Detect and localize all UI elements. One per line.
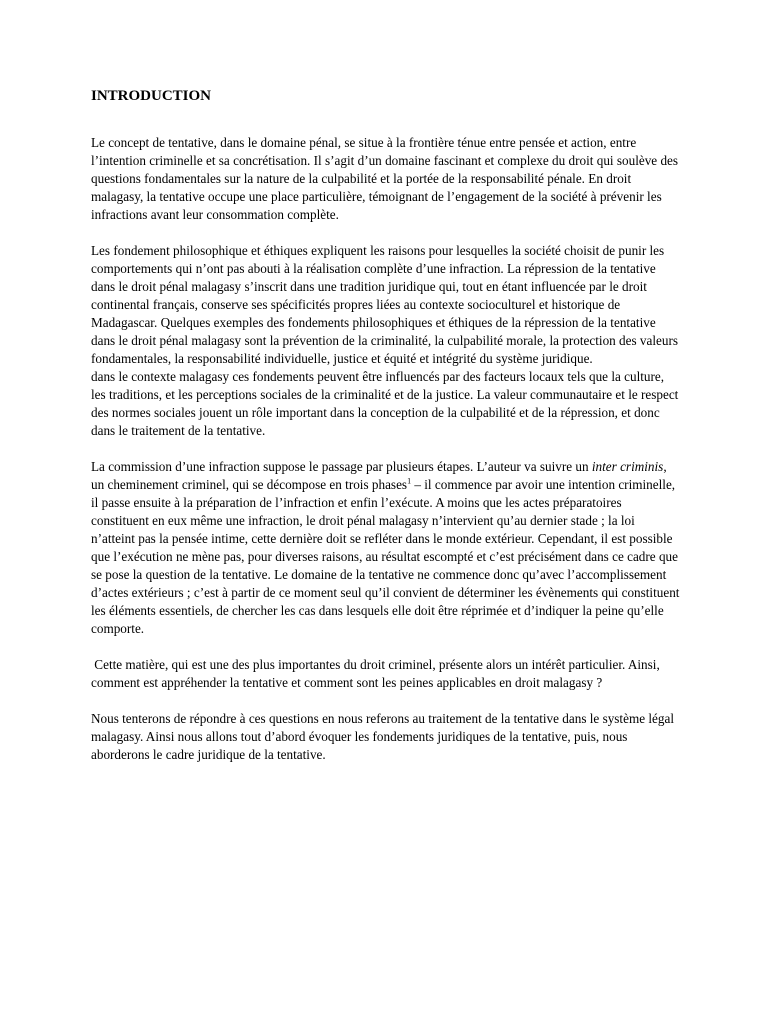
paragraph-inter-criminis-text-3: – il commence par avoir une intention criminelle, il passe ensuite à la préparation de l’infraction et enfin l’exécute. A moins que les actes préparatoires constituent en eux même une infraction, le droit pénal malagasy n’intervient qu’au dernier stade ; la loi n’atteint pas la pensée intime, cette dernière doit se refléter dans le monde extérieur. Cependant, il est possible que l’exécution ne mène pas, pour diverses raisons, au résultat escompté et c’est précisément dans ce cadre que se pose la question de la tentative. Le domaine de la tentative ne commence donc qu’avec l’accomplissement d’actes extérieurs ; c’est à partir de ce moment seul qu’il convient de déterminer les évènements qui constituent les éléments essentiels, de chercher les cas dans lesquels elle doit être réprimée et d’indiquer la peine qu’elle comporte.: [91, 477, 680, 636]
paragraph-inter-criminis: [91, 458, 681, 638]
paragraph-plan: Nous tenterons de répondre à ces questions en nous referons au traitement de la tentative dans le système légal malagasy. Ainsi nous allons tout d’abord évoquer les fondements juridiques de la tentative, puis, nous aborderons le cadre juridique de la tentative.: [91, 711, 674, 762]
paragraph-foundations: Les fondement philosophique et éthiques expliquent les raisons pour lesquelles la société choisit de punir les comportements qui n’ont pas abouti à la réalisation complète d’une infraction. La répression de la tentative dans le droit pénal malagasy s’inscrit dans une tradition juridique qui, tout en étant influencée par le droit continental français, conserve ses spécificités propres liées au contexte socioculturel et historique de Madagascar. Quelques exemples des fondements philosophiques et éthiques de la répression de la tentative dans le droit pénal malagasy sont la prévention de la criminalité, la culpabilité morale, la protection des valeurs fondamentales, la responsabilité individuelle, justice et équité et intégrité du système juridique.: [91, 243, 679, 366]
inter-criminis-term: inter criminis: [591, 459, 664, 474]
paragraph-question: Cette matière, qui est une des plus importantes du droit criminel, présente alors un intérêt particulier. Ainsi, comment est appréhender la tentative et comment sont les peines applicables en droit malagasy ?: [91, 657, 664, 690]
paragraph-intro: Le concept de tentative, dans le domaine pénal, se situe à la frontière ténue entre pensée et action, entre l’intention criminelle et sa concrétisation. Il s’agit d’un domaine fascinant et complexe du droit qui soulève des questions fondamentales sur la nature de la culpabilité et la portée de la responsabilité pénale. En droit malagasy, la tentative occupe une place particulière, témoignant de l’engagement de la société à prévenir les infractions avant leur consommation complète.: [91, 135, 679, 222]
paragraph-malagasy-context: dans le contexte malagasy ces fondements peuvent être influencés par des facteurs locaux tels que la culture, les traditions, et les perceptions sociales de la criminalité et de la justice. La valeur communautaire et le respect des normes sociales jouent un rôle important dans la conception de la culpabilité et de la répression, et donc dans le traitement de la tentative.: [91, 369, 679, 438]
paragraph-inter-criminis-text-1: La commission d’une infraction suppose le passage par plusieurs étapes. L’auteur va suivre un: [91, 459, 592, 474]
paragraph-group-foundations: [91, 242, 681, 440]
document-body: [91, 86, 681, 782]
section-heading: INTRODUCTION: [91, 88, 212, 104]
footnote-marker[interactable]: 1: [407, 476, 412, 486]
paragraph-inter-criminis-text-2: , un cheminement criminel, qui se décompose en trois phases: [91, 459, 667, 492]
